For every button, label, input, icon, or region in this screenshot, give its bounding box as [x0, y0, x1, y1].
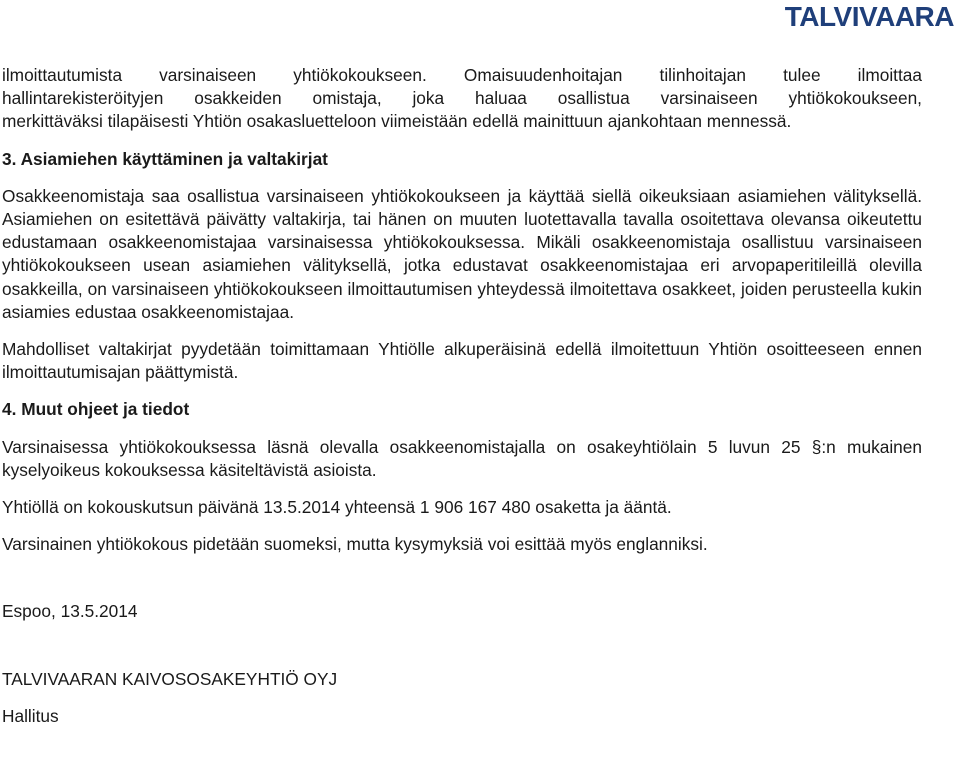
section-4-paragraph-1: Varsinaisessa yhtiökokouksessa läsnä olevalla osakkeenomistajalla on osakeyhtiölain 5 luvun 25 §:n mukainen kyselyoikeus kokouksessa käsiteltävistä asioista. [2, 436, 922, 480]
section-4-heading: 4. Muut ohjeet ja tiedot [2, 399, 190, 420]
section-3-paragraph-1: Osakkeenomistaja saa osallistua varsinaiseen yhtiökokoukseen ja käyttää siellä oikeuksiaan asiamiehen välityksellä. Asiamiehen on esitettävä päivätty valtakirja, tai hänen on muuten luotettavalla tavalla osoitettava olevansa oikeutettu edustamaan osakkeenomistajaa varsinaisessa yhtiökokouksessa. Mikäli osakkeenomistaja osallistuu varsinaiseen yhtiökokoukseen usean asiamiehen välityksellä, jotka edustavat osakkeenomistajaa eri arvopaperitileillä olevilla osakkeilla, on varsinaiseen yhtiökokoukseen ilmoittautumisen yhteydessä ilmoitettava osakkeet, joiden perusteella kukin asiamies edustaa osakkeenomistajaa. [2, 185, 922, 322]
section-3-paragraph-2: Mahdolliset valtakirjat pyydetään toimittamaan Yhtiölle alkuperäisinä edellä ilmoitettuun Yhtiön osoitteeseen ennen ilmoittautumisajan päättymistä. [2, 339, 922, 383]
intro-line-1: ilmoittautumista varsinaiseen yhtiökokoukseen. Omaisuudenhoitajan tilinhoitajan tulee ilmoittaa [2, 65, 922, 85]
company-name: TALVIVAARAN KAIVOSOSAKEYHTIÖ OYJ [2, 668, 338, 689]
place-and-date: Espoo, 13.5.2014 [2, 601, 138, 622]
intro-line-3: merkittäväksi tilapäisesti Yhtiön osakasluetteloon viimeistään edellä mainittuun ajankohtaan mennessä. [2, 111, 792, 132]
signatory: Hallitus [2, 705, 59, 726]
section-4-paragraph-3: Varsinainen yhtiökokous pidetään suomeksi, mutta kysymyksiä voi esittää myös englanniksi. [2, 534, 708, 555]
company-logo: TALVIVAARA [784, 1, 954, 32]
section-3-heading: 3. Asiamiehen käyttäminen ja valtakirjat [2, 148, 328, 169]
section-4-paragraph-2: Yhtiöllä on kokouskutsun päivänä 13.5.2014 yhteensä 1 906 167 480 osaketta ja ääntä. [2, 497, 672, 518]
intro-line-2: hallintarekisteröityjen osakkeiden omistaja, joka haluaa osallistua varsinaiseen yhtiökokoukseen, [2, 88, 922, 109]
document-body [2, 64, 922, 728]
